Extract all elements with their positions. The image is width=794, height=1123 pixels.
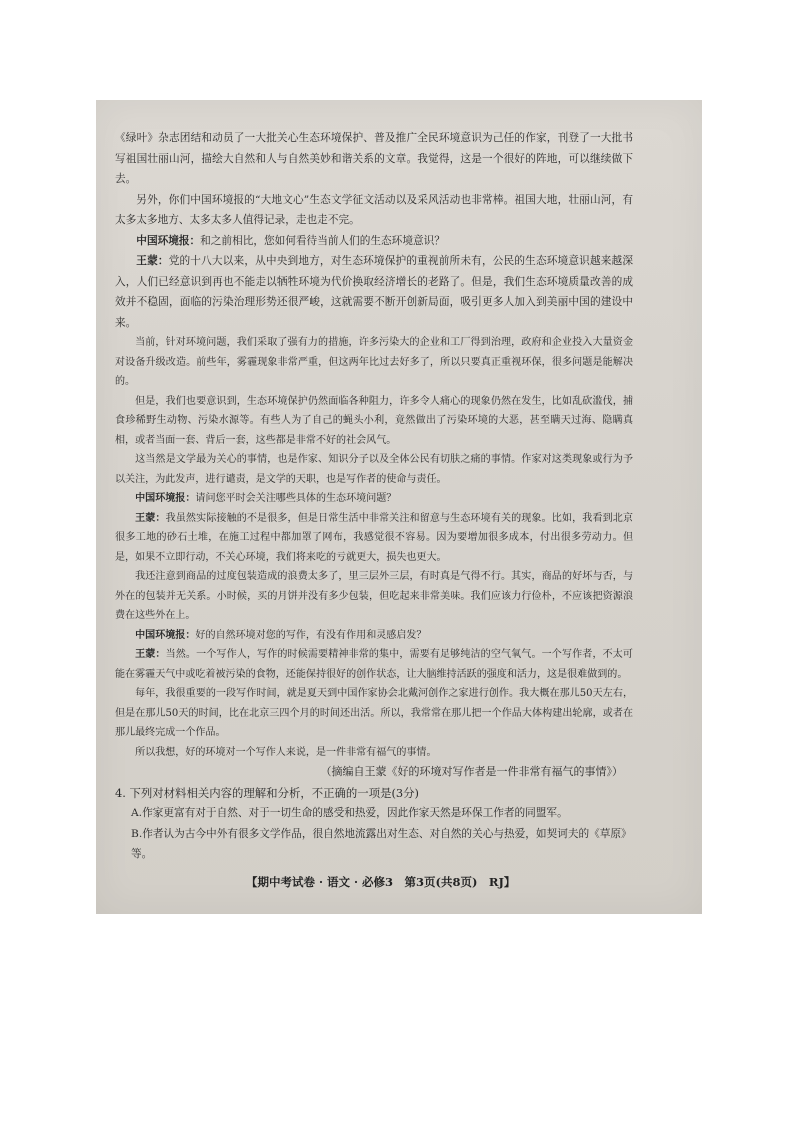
speaker-text: 我虽然实际接触的不是很多，但是日常生活中非常关注和留意与生态环境有关的现象。比如，我看到北京很多工地的砂石土堆，在施工过程中都加罩了网布，我感觉很不容易。因为要增加很多成本，付出很多劳动力。但是，如果不立即行动，不关心环境，我们将来吃的亏就更大，损失也更大。 <box>115 512 633 563</box>
paragraph: 这当然是文学最为关心的事情，也是作家、知识分子以及全体公民有切肤之痛的事情。作家对这类现象或行为予以关注，为此发声，进行谴责，是文学的天职，也是写作者的使命与责任。 <box>115 454 633 485</box>
speaker-label: 中国环境报： <box>136 233 201 247</box>
source-credit: （摘编自王蒙《好的环境对写作者是一件非常有福气的事情》） <box>320 765 623 778</box>
speaker-label: 王蒙： <box>136 254 169 267</box>
page-footer: 【期中考试卷 · 语文 · 必修3 第3页(共8页) RJ】 <box>246 875 516 889</box>
speaker-label: 中国环境报： <box>135 629 196 641</box>
paragraph <box>115 645 633 684</box>
option-text: 作家更富有对于自然、对于一切生命的感受和热爱，因此作家天然是环保工作者的同盟军。 <box>142 806 568 819</box>
speaker-text: 好的自然环境对您的写作，有没有作用和灵感启发？ <box>195 629 427 641</box>
paragraph <box>115 231 633 252</box>
paragraph: 所以我想，好的环境对一个写作人来说，是一件非常有福气的事情。 <box>135 746 437 758</box>
paragraph <box>115 251 633 333</box>
option-label: A. <box>131 806 143 819</box>
paragraph: 《绿叶》杂志团结和动员了一大批关心生态环境保护、普及推广全民环境意识为己任的作家，刊登了一大批书写祖国壮丽山河，描绘大自然和人与自然美妙和谐关系的文章。我觉得，这是一个很好的阵地，可以继续做下去。 <box>115 131 633 185</box>
speaker-text: 党的十八大以来，从中央到地方，对生态环境保护的重视前所未有，公民的生态环境意识越来越深入，人们已经意识到再也不能走以牺牲环境为代价换取经济增长的老路了。但是，我们生态环境质量改善的成效并不稳固，面临的污染治理形势还很严峻，这就需要不断开创新局面，吸引更多人加入到美丽中国的建设中来。 <box>115 254 634 329</box>
paragraph: 我还注意到商品的过度包装造成的浪费太多了，里三层外三层，有时真是气得不行。其实，商品的好坏与否，与外在的包装并无关系。小时候，买的月饼并没有多少包装，但吃起来非常美味。我们应该力行俭朴，不应该把资源浪费在这些外在上。 <box>115 571 633 621</box>
paragraph: 另外，你们中国环境报的“大地文心”生态文学征文活动以及采风活动也非常棒。祖国大地，壮丽山河，有太多太多地方、太多太多人值得记录，走也走不完。 <box>115 192 633 226</box>
speaker-label: 中国环境报： <box>135 493 196 504</box>
option-label: B. <box>131 826 143 840</box>
option-b <box>115 824 633 865</box>
speaker-text: 请问您平时会关注哪些具体的生态环境问题？ <box>195 493 397 504</box>
paragraph <box>115 509 633 568</box>
speaker-text: 当然。一个写作人，写作的时候需要精神非常的集中，需要有足够纯洁的空气氧气。一个写作者，不太可能在雾霾天气中或吃着被污染的食物，还能保持很好的创作状态，让大脑维持活跃的强度和活力，这是很难做到的。 <box>115 649 633 680</box>
option-a <box>115 803 633 824</box>
paragraph: 当前，针对环境问题，我们采取了强有力的措施，许多污染大的企业和工厂得到治理，政府和企业投入大量资金对设备升级改造。前些年，雾霾现象非常严重，但这两年比过去好多了，所以只要真正重视环保，很多问题是能解决的。 <box>115 337 633 387</box>
paragraph <box>115 626 633 646</box>
question-stem: 4. 下列对材料相关内容的理解和分析，不正确的一项是(3分) <box>115 785 419 800</box>
paragraph <box>115 489 633 509</box>
article-body <box>115 128 633 865</box>
speaker-text: 和之前相比，您如何看待当前人们的生态环境意识？ <box>200 233 445 247</box>
paragraph: 每年，我很重要的一段写作时间，就是夏天到中国作家协会北戴河创作之家进行创作。我大概在那儿50天左右，但是在那儿50天的时间，比在北京三四个月的时间还出活。所以，我常常在那儿把一个作品大体构建出轮廓，或者在那儿最终完成一个作品。 <box>115 688 633 738</box>
speaker-label: 王蒙： <box>135 649 166 660</box>
option-text: 作者认为古今中外有很多文学作品，很自然地流露出对生态、对自然的关心与热爱，如契诃夫的《草原》等。 <box>131 826 632 860</box>
paragraph: 但是，我们也要意识到，生态环境保护仍然面临各种阻力，许多令人痛心的现象仍然在发生，比如乱砍滥伐，捕食珍稀野生动物、污染水源等。有些人为了自己的蝇头小利，竟然做出了污染环境的大恶，甚至瞒天过海、隐瞒真相，或者当面一套、背后一套，这些都是非常不好的社会风气。 <box>115 395 633 446</box>
speaker-label: 王蒙： <box>135 512 166 524</box>
